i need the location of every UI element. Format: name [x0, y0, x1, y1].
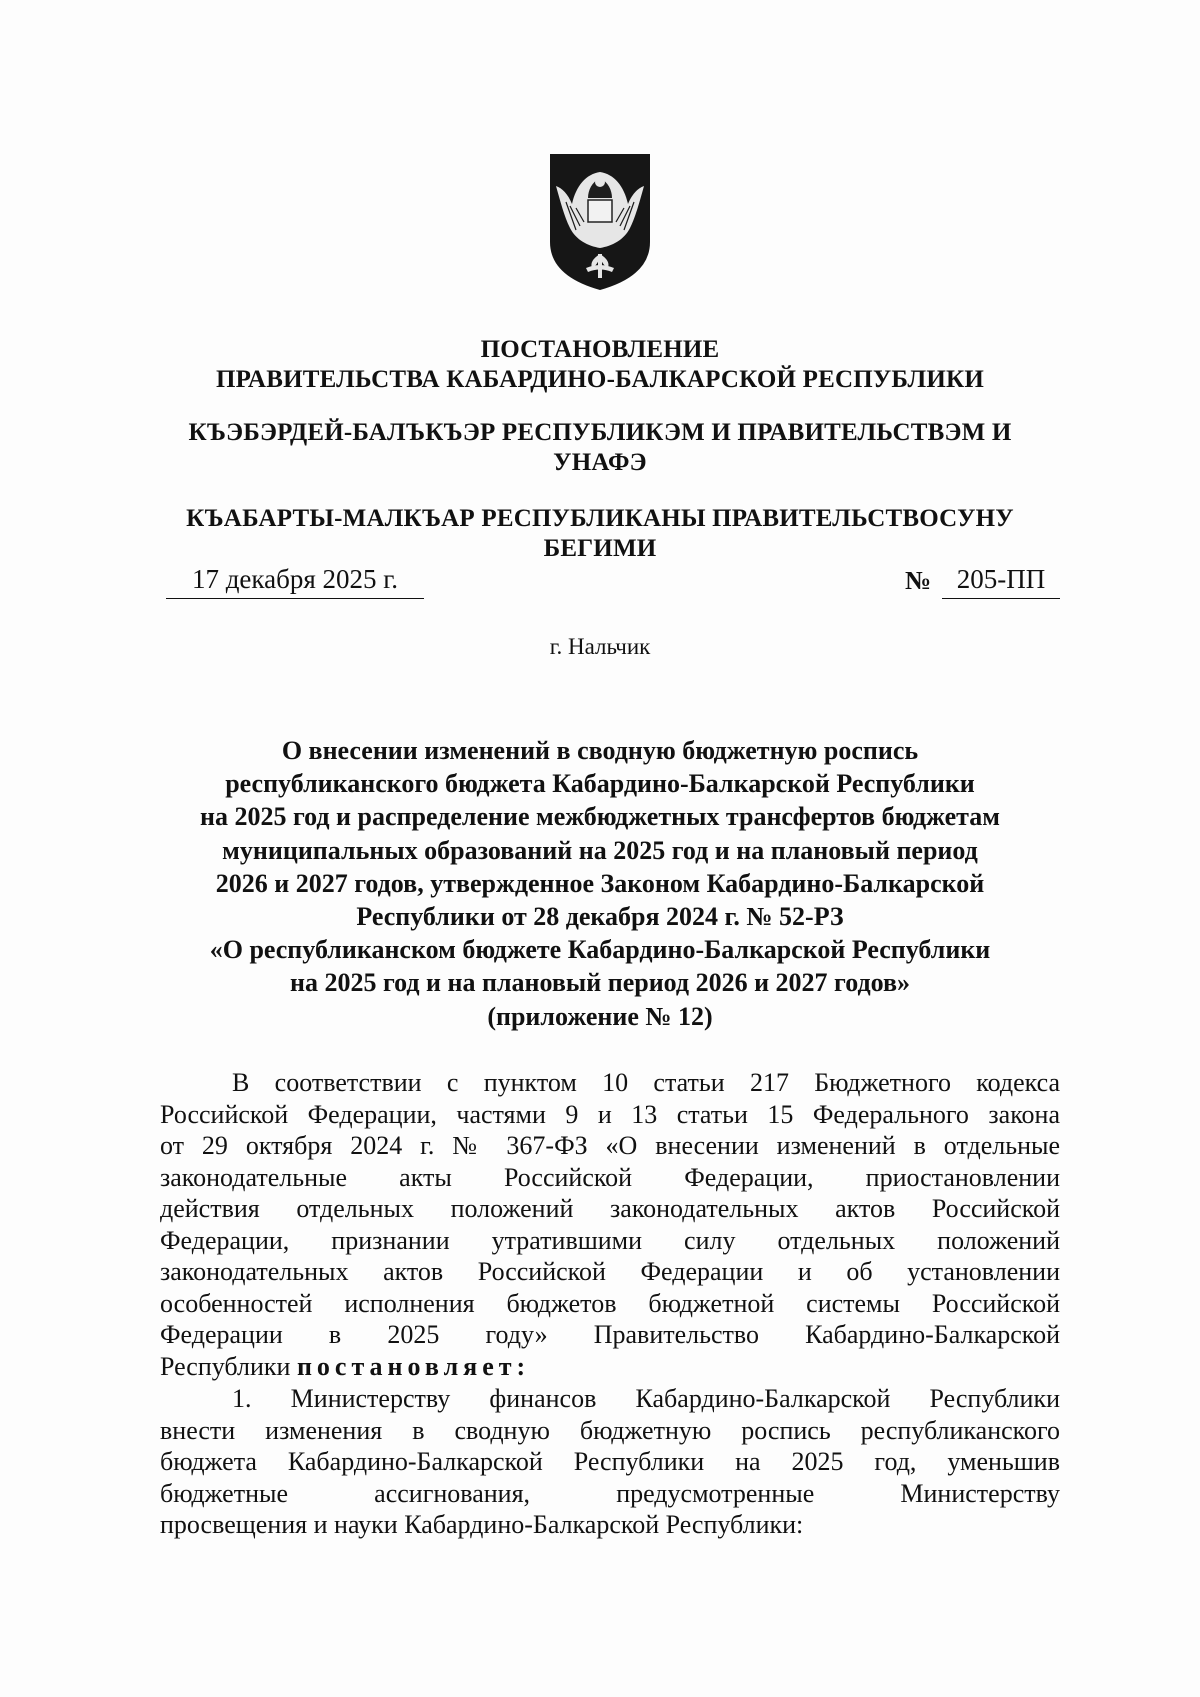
header-kabardian	[150, 418, 1050, 478]
preamble-line: от 29 октября 2024 г. № 367-ФЗ «О внесении изменений в отдельные	[160, 1131, 1060, 1160]
item-1-paragraph	[160, 1383, 1060, 1541]
preamble-last-line	[160, 1351, 1060, 1383]
header-kabardian-line1: КЪЭБЭРДЕЙ-БАЛЪКЪЭР РЕСПУБЛИКЭМ И ПРАВИТЕЛЬСТВЭМ И	[188, 419, 1012, 446]
document-number: 205-ПП	[942, 564, 1060, 599]
header-balkar-line1: КЪАБАРТЫ-МАЛКЪАР РЕСПУБЛИКАНЫ ПРАВИТЕЛЬСТВОСУНУ	[186, 505, 1014, 532]
document-title	[120, 734, 1080, 1033]
title-line: (приложение № 12)	[487, 1001, 713, 1031]
title-line: О внесении изменений в сводную бюджетную роспись	[281, 736, 919, 765]
preamble-line: особенностей исполнения бюджетов бюджетной системы Российской	[160, 1288, 1060, 1318]
document-city: г. Нальчик	[549, 634, 651, 659]
item-line: просвещения и науки Кабардино-Балкарской Республики:	[160, 1510, 804, 1539]
title-line: на 2025 год и распределение межбюджетных трансфертов бюджетам	[200, 802, 1000, 832]
preamble-paragraph	[160, 1067, 1060, 1382]
title-line: муниципальных образований на 2025 год и на плановый период	[222, 835, 978, 865]
title-line: 2026 и 2027 годов, утвержденное Законом Кабардино-Балкарской	[215, 868, 985, 898]
coat-of-arms-emblem	[546, 150, 654, 292]
header-block	[150, 335, 1050, 395]
document-date: 17 декабря 2025 г.	[166, 564, 424, 599]
item-line: бюджета Кабардино-Балкарской Республики на 2025 год, уменьшив	[160, 1447, 1060, 1476]
item-line: 1. Министерству финансов Кабардино-Балкарской Республики	[232, 1384, 1060, 1413]
preamble-line: законодательных актов Российской Федерации и об установлении	[160, 1257, 1060, 1286]
header-balkar-line2: БЕГИМИ	[543, 535, 657, 562]
header-government: ПРАВИТЕЛЬСТВА КАБАРДИНО-БАЛКАРСКОЙ РЕСПУБЛИКИ	[216, 366, 984, 393]
title-line: республиканского бюджета Кабардино-Балкарской Республики	[225, 769, 975, 799]
header-kabardian-line2: УНАФЭ	[553, 449, 647, 476]
title-line: на 2025 год и на плановый период 2026 и 2027 годов»	[289, 968, 911, 998]
preamble-line: Российской Федерации, частями 9 и 13 статьи 15 Федерального закона	[160, 1099, 1060, 1129]
item-line: бюджетные ассигнования, предусмотренные Министерству	[160, 1478, 1060, 1508]
preamble-line: Федерации в 2025 году» Правительство Кабардино-Балкарской	[160, 1320, 1060, 1349]
number-sign: №	[905, 566, 932, 595]
title-line: «О республиканском бюджете Кабардино-Балкарской Республики	[209, 935, 991, 965]
preamble-last-word: Республики	[160, 1351, 291, 1381]
preamble-line: действия отдельных положений законодательных актов Российской	[160, 1194, 1060, 1223]
item-line: внести изменения в сводную бюджетную роспись республиканского	[160, 1415, 1060, 1445]
preamble-line: законодательные акты Российской Федерации, приостановлении	[160, 1162, 1060, 1192]
header-balkar	[150, 504, 1050, 564]
title-line: Республики от 28 декабря 2024 г. № 52-РЗ	[356, 902, 844, 932]
resolves-word: постановляет:	[296, 1351, 531, 1381]
preamble-line: В соответствии с пунктом 10 статьи 217 Бюджетного кодекса	[232, 1068, 1060, 1097]
header-title: ПОСТАНОВЛЕНИЕ	[480, 336, 720, 363]
preamble-line: Федерации, признании утратившими силу отдельных положений	[160, 1225, 1060, 1255]
